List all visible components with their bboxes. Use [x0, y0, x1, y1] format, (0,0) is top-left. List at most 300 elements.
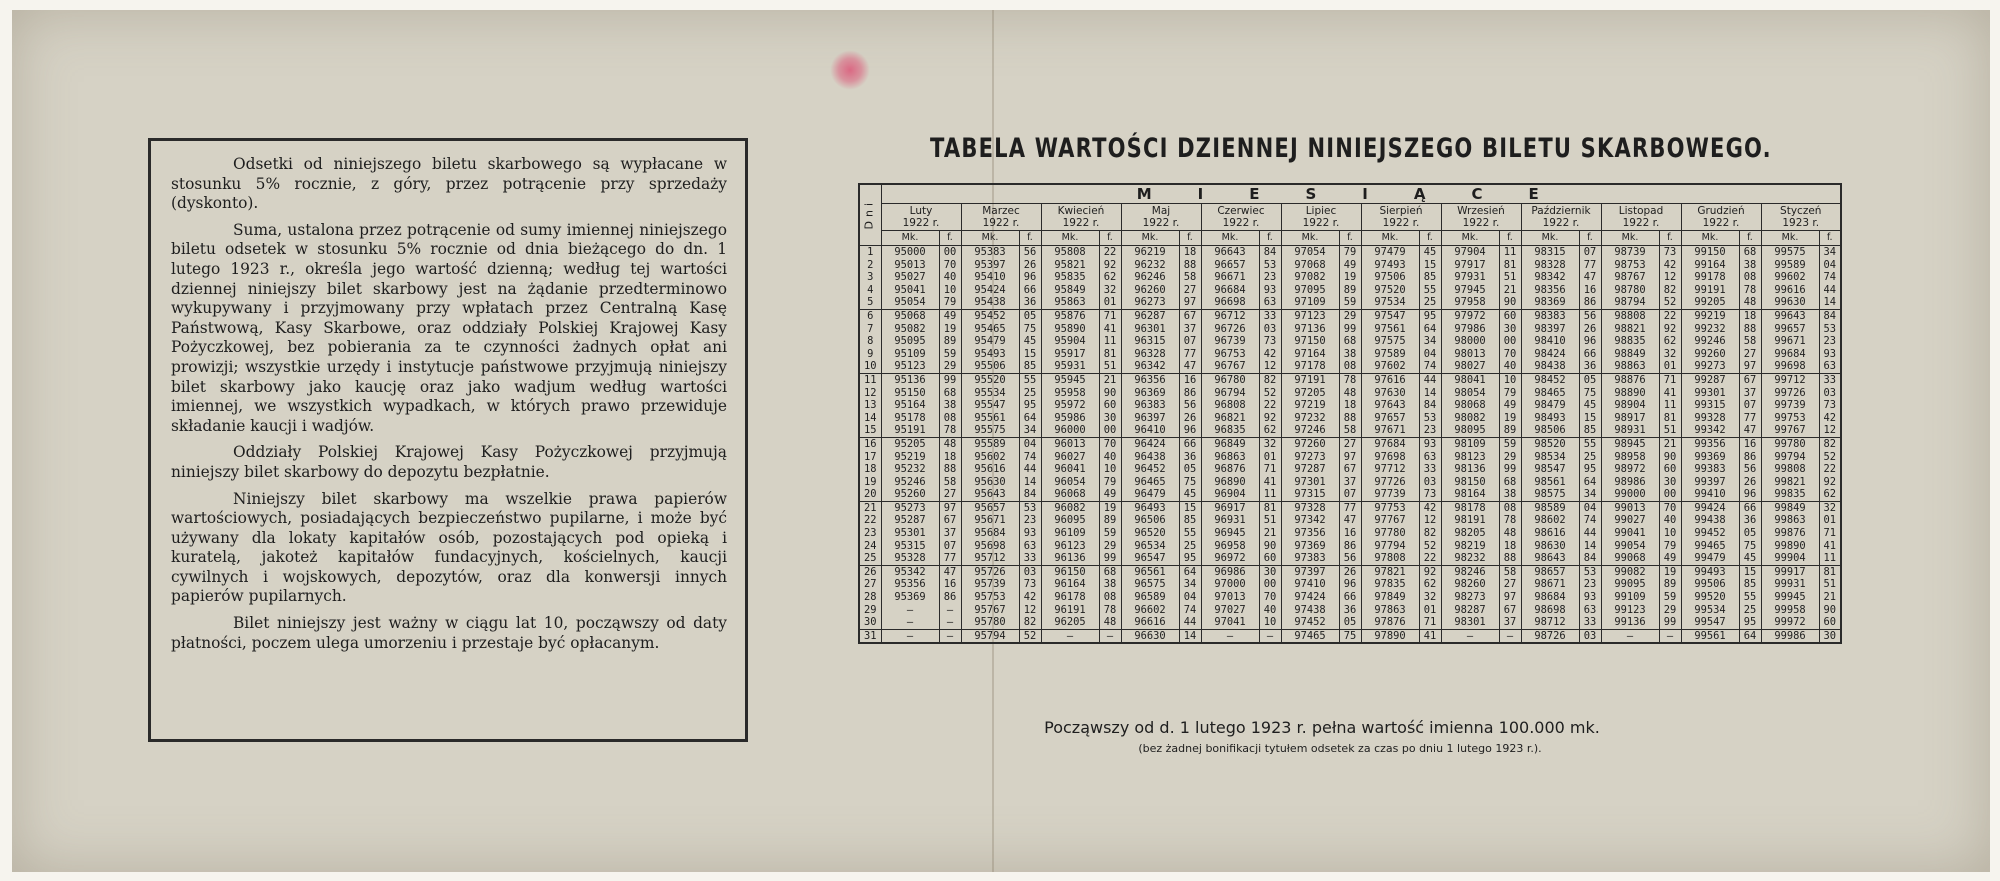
mk-cell: 97684 [1361, 437, 1419, 450]
mk-cell: 96219 [1121, 246, 1179, 259]
f-cell: 82 [1659, 284, 1681, 297]
unit-f-header: f. [939, 231, 961, 246]
mk-cell: 97082 [1281, 271, 1339, 284]
f-cell: 33 [1419, 463, 1441, 476]
mk-cell: 99452 [1681, 527, 1739, 540]
f-cell: 32 [1819, 501, 1841, 514]
f-cell: 33 [1019, 552, 1041, 565]
f-cell: 30 [1499, 323, 1521, 336]
mk-cell: 99589 [1761, 259, 1819, 272]
f-cell: 05 [1339, 616, 1361, 629]
table-row [859, 578, 1841, 591]
mk-cell: 95383 [961, 246, 1019, 259]
f-cell: 71 [1819, 527, 1841, 540]
f-cell: 70 [939, 259, 961, 272]
f-cell: 99 [1659, 616, 1681, 629]
unit-mk-header: Mk. [1361, 231, 1419, 246]
mk-cell: 96917 [1201, 501, 1259, 514]
f-cell: 32 [1259, 437, 1281, 450]
mk-cell: 97328 [1281, 501, 1339, 514]
mk-cell: 99356 [1681, 437, 1739, 450]
unit-mk-header: Mk. [1041, 231, 1099, 246]
table-title: TABELA WARTOŚCI DZIENNEJ NINIEJSZEGO BILETU SKARBOWEGO. [930, 133, 1772, 164]
mk-cell: 99260 [1681, 348, 1739, 361]
unit-f-header: f. [1339, 231, 1361, 246]
mk-cell: 95410 [961, 271, 1019, 284]
f-cell: 15 [1019, 348, 1041, 361]
f-cell: 23 [1019, 514, 1041, 527]
f-cell: 97 [939, 501, 961, 514]
mk-cell: 99082 [1601, 565, 1659, 578]
f-cell: 36 [1179, 451, 1201, 464]
f-cell: 60 [1499, 309, 1521, 322]
f-cell: 64 [1179, 565, 1201, 578]
mk-cell: 97246 [1281, 424, 1339, 437]
mk-cell: 99602 [1761, 271, 1819, 284]
mk-cell: 96082 [1041, 501, 1099, 514]
f-cell: — [1099, 629, 1121, 643]
mk-cell: 95273 [881, 501, 939, 514]
f-cell: 29 [1659, 604, 1681, 617]
unit-mk-header: Mk. [1601, 231, 1659, 246]
mk-cell: 99630 [1761, 296, 1819, 309]
mk-cell: 97068 [1281, 259, 1339, 272]
mk-cell: 95178 [881, 412, 939, 425]
mk-cell: 96821 [1201, 412, 1259, 425]
f-cell: 90 [1499, 296, 1521, 309]
mk-cell: 98958 [1601, 451, 1659, 464]
f-cell: — [939, 616, 961, 629]
f-cell: 19 [939, 323, 961, 336]
day-cell: 8 [859, 335, 881, 348]
mk-cell: 97095 [1281, 284, 1339, 297]
f-cell: 51 [1099, 360, 1121, 373]
table-row [859, 604, 1841, 617]
mk-cell: 98986 [1601, 476, 1659, 489]
mk-cell: 95219 [881, 451, 939, 464]
table-row [859, 323, 1841, 336]
f-cell: 12 [1259, 360, 1281, 373]
f-cell: 08 [1099, 591, 1121, 604]
mk-cell: 98589 [1521, 501, 1579, 514]
mk-cell: 96232 [1121, 259, 1179, 272]
mk-cell: 98397 [1521, 323, 1579, 336]
mk-cell: 95630 [961, 476, 1019, 489]
f-cell: 95 [1739, 616, 1761, 629]
mk-cell: 97780 [1361, 527, 1419, 540]
mk-cell: 96657 [1201, 259, 1259, 272]
unit-mk-header: Mk. [1121, 231, 1179, 246]
f-cell: 05 [1179, 463, 1201, 476]
f-cell: 67 [1739, 373, 1761, 386]
mk-cell: 99123 [1601, 604, 1659, 617]
f-cell: 49 [939, 309, 961, 322]
mk-cell: 95246 [881, 476, 939, 489]
f-cell: 22 [1099, 246, 1121, 259]
f-cell: 44 [1819, 284, 1841, 297]
full-value-note: Począwszy od d. 1 lutego 1923 r. pełna wartość imienna 100.000 mk. [1044, 718, 1600, 737]
bonification-note: (bez żadnej bonifikacji tytułem odsetek za czas po dniu 1 lutego 1923 r.). [1138, 742, 1542, 755]
f-cell: 03 [1579, 629, 1601, 643]
table-row [859, 565, 1841, 578]
mk-cell: 95068 [881, 309, 939, 322]
table-row [859, 348, 1841, 361]
f-cell: 86 [939, 591, 961, 604]
f-cell: 15 [1419, 259, 1441, 272]
f-cell: 97 [1179, 296, 1201, 309]
f-cell: 59 [1339, 296, 1361, 309]
f-cell: 36 [1739, 514, 1761, 527]
f-cell: 03 [1419, 476, 1441, 489]
mk-cell: 97849 [1361, 591, 1419, 604]
f-cell: 97 [1339, 451, 1361, 464]
f-cell: 86 [1579, 296, 1601, 309]
unit-f-header: f. [1419, 231, 1441, 246]
f-cell: 88 [1499, 552, 1521, 565]
mk-cell: 97602 [1361, 360, 1419, 373]
mk-cell: 99287 [1681, 373, 1739, 386]
mk-cell: 97726 [1361, 476, 1419, 489]
mk-cell: 98054 [1441, 387, 1499, 400]
f-cell: 55 [1419, 284, 1441, 297]
f-cell: 55 [1579, 437, 1601, 450]
mk-cell: 98027 [1441, 360, 1499, 373]
f-cell: 86 [1179, 387, 1201, 400]
f-cell: 89 [1099, 514, 1121, 527]
table-row [859, 373, 1841, 386]
mk-cell: — [881, 629, 939, 643]
f-cell: 27 [1339, 437, 1361, 450]
f-cell: 01 [1259, 451, 1281, 464]
f-cell: 26 [1339, 565, 1361, 578]
f-cell: 41 [1819, 540, 1841, 553]
month-header: Grudzień 1922 r. [1681, 204, 1761, 231]
mk-cell: 97753 [1361, 501, 1419, 514]
mk-cell: 99246 [1681, 335, 1739, 348]
f-cell: 59 [939, 348, 961, 361]
mk-cell: 98712 [1521, 616, 1579, 629]
mk-cell: 96589 [1121, 591, 1179, 604]
f-cell: 53 [1819, 323, 1841, 336]
mk-cell: 97972 [1441, 309, 1499, 322]
mk-cell: 97767 [1361, 514, 1419, 527]
mk-cell: 99383 [1681, 463, 1739, 476]
f-cell: 60 [1099, 399, 1121, 412]
f-cell: 66 [1179, 437, 1201, 450]
f-cell: 40 [1499, 360, 1521, 373]
f-cell: 11 [1659, 399, 1681, 412]
mk-cell: 98972 [1601, 463, 1659, 476]
f-cell: 78 [939, 424, 961, 437]
mk-cell: 96191 [1041, 604, 1099, 617]
mk-cell: 95520 [961, 373, 1019, 386]
mk-cell: 97945 [1441, 284, 1499, 297]
table-row [859, 335, 1841, 348]
f-cell: 93 [1019, 527, 1041, 540]
unit-f-header: f. [1019, 231, 1041, 246]
unit-f-header: f. [1739, 231, 1761, 246]
unit-mk-header: Mk. [961, 231, 1019, 246]
mk-cell: 96972 [1201, 552, 1259, 565]
mk-cell: 96205 [1041, 616, 1099, 629]
f-cell: 18 [1739, 309, 1761, 322]
f-cell: 07 [939, 540, 961, 553]
mk-cell: 97534 [1361, 296, 1419, 309]
mk-cell: — [1441, 629, 1499, 643]
f-cell: 26 [1739, 476, 1761, 489]
mk-cell: 95863 [1041, 296, 1099, 309]
mk-cell: 95589 [961, 437, 1019, 450]
unit-f-header: f. [1579, 231, 1601, 246]
f-cell: 89 [939, 335, 961, 348]
mk-cell: 97301 [1281, 476, 1339, 489]
mk-cell: 99013 [1601, 501, 1659, 514]
mk-cell: 96410 [1121, 424, 1179, 437]
mk-cell: 97232 [1281, 412, 1339, 425]
f-cell: 19 [1339, 271, 1361, 284]
f-cell: 36 [1339, 604, 1361, 617]
mk-cell: 96150 [1041, 565, 1099, 578]
f-cell: 62 [1259, 424, 1281, 437]
f-cell: 66 [1339, 591, 1361, 604]
mk-cell: 96849 [1201, 437, 1259, 450]
mk-cell: 99369 [1681, 451, 1739, 464]
day-cell: 16 [859, 437, 881, 450]
f-cell: 14 [1179, 629, 1201, 643]
f-cell: 71 [1419, 616, 1441, 629]
mk-cell: — [881, 616, 939, 629]
mk-cell: 99808 [1761, 463, 1819, 476]
f-cell: 33 [1819, 373, 1841, 386]
f-cell: 51 [1819, 578, 1841, 591]
mk-cell: 96684 [1201, 284, 1259, 297]
f-cell: 56 [1179, 399, 1201, 412]
mk-cell: 97410 [1281, 578, 1339, 591]
mk-cell: 95698 [961, 540, 1019, 553]
mk-cell: 97630 [1361, 387, 1419, 400]
f-cell: 60 [1659, 463, 1681, 476]
f-cell: 84 [1259, 246, 1281, 259]
mk-cell: 97863 [1361, 604, 1419, 617]
mk-cell: 97890 [1361, 629, 1419, 643]
mk-cell: 95424 [961, 284, 1019, 297]
day-cell: 18 [859, 463, 881, 476]
f-cell: 47 [939, 565, 961, 578]
f-cell: 82 [1819, 437, 1841, 450]
terms-paragraph: Suma, ustalona przez potrącenie od sumy imiennej niniejszego biletu odsetek w stosunku 5% rocznie od dnia bieżącego do dn. 1 lutego 1923 r., określa jego wartość dzienną; według tej wartości dziennej niniejszy bilet skarbowy jest na żądanie przedterminowo wykupywany i przyjmowany przy wpłatach przez Centralną Kasę Państwową, Kasy Skarbowe, oraz oddziały Polskiej Krajowej Kasy Pożyczkowej, bez pobierania za te czynności żadnych opłat ani prowizji; wszystkie urzędy i instytucje państwowe przyjmują niniejszy bilet skarbowy jako kaucję oraz jako wadjum według wartości imiennej, we wszystkich wypadkach, w których prawo przewiduje składanie kaucji i wadjów. [171, 220, 727, 435]
day-cell: 1 [859, 246, 881, 259]
mk-cell: 95835 [1041, 271, 1099, 284]
mk-cell: 96794 [1201, 387, 1259, 400]
f-cell: 18 [1339, 399, 1361, 412]
mk-cell: 98602 [1521, 514, 1579, 527]
f-cell: 45 [1739, 552, 1761, 565]
f-cell: 14 [1019, 476, 1041, 489]
mk-cell: 97616 [1361, 373, 1419, 386]
month-header: Czerwiec 1922 r. [1201, 204, 1281, 231]
f-cell: 30 [1659, 476, 1681, 489]
mk-cell: 96931 [1201, 514, 1259, 527]
mk-cell: 99849 [1761, 501, 1819, 514]
f-cell: 84 [1819, 309, 1841, 322]
mk-cell: 95602 [961, 451, 1019, 464]
mk-cell: 99219 [1681, 309, 1739, 322]
f-cell: 26 [1019, 259, 1041, 272]
f-cell: 74 [1019, 451, 1041, 464]
f-cell: 12 [1419, 514, 1441, 527]
mk-cell: 98849 [1601, 348, 1659, 361]
mk-cell: 97109 [1281, 296, 1339, 309]
mk-cell: 96095 [1041, 514, 1099, 527]
f-cell: 45 [1019, 335, 1041, 348]
f-cell: 21 [1819, 591, 1841, 604]
mk-cell: 99726 [1761, 387, 1819, 400]
f-cell: 21 [1659, 437, 1681, 450]
mk-cell: 95986 [1041, 412, 1099, 425]
day-cell: 12 [859, 387, 881, 400]
f-cell: 63 [1019, 540, 1041, 553]
f-cell: 89 [1499, 424, 1521, 437]
f-cell: 47 [1179, 360, 1201, 373]
f-cell: 42 [1819, 412, 1841, 425]
mk-cell: 95232 [881, 463, 939, 476]
f-cell: 96 [1019, 271, 1041, 284]
f-cell: 67 [1499, 604, 1521, 617]
f-cell: 16 [1579, 284, 1601, 297]
mk-cell: 99150 [1681, 246, 1739, 259]
f-cell: 45 [1419, 246, 1441, 259]
f-cell: 03 [1819, 387, 1841, 400]
mk-cell: 95452 [961, 309, 1019, 322]
mk-cell: 97164 [1281, 348, 1339, 361]
unit-f-header: f. [1659, 231, 1681, 246]
mk-cell: 96945 [1201, 527, 1259, 540]
mk-cell: 99465 [1681, 540, 1739, 553]
mk-cell: 98493 [1521, 412, 1579, 425]
f-cell: 70 [1099, 437, 1121, 450]
f-cell: 48 [939, 437, 961, 450]
mk-cell: 99301 [1681, 387, 1739, 400]
mk-cell: 97575 [1361, 335, 1419, 348]
f-cell: 30 [1099, 412, 1121, 425]
f-cell: 00 [1499, 335, 1521, 348]
mk-cell: 98150 [1441, 476, 1499, 489]
f-cell: 71 [1659, 373, 1681, 386]
mk-cell: 95164 [881, 399, 939, 412]
mk-cell: 97054 [1281, 246, 1339, 259]
f-cell: 45 [1179, 488, 1201, 501]
unit-mk-header: Mk. [1521, 231, 1579, 246]
f-cell: 96 [1179, 424, 1201, 437]
f-cell: 92 [1419, 565, 1441, 578]
day-cell: 4 [859, 284, 881, 297]
day-cell: 13 [859, 399, 881, 412]
f-cell: 04 [1819, 259, 1841, 272]
day-cell: 26 [859, 565, 881, 578]
f-cell: 92 [1659, 323, 1681, 336]
mk-cell: 95356 [881, 578, 939, 591]
mk-cell: 95397 [961, 259, 1019, 272]
mk-cell: 96465 [1121, 476, 1179, 489]
f-cell: 58 [1179, 271, 1201, 284]
mk-cell: 96027 [1041, 451, 1099, 464]
mk-cell: 95739 [961, 578, 1019, 591]
mk-cell: 95260 [881, 488, 939, 501]
unit-mk-header: Mk. [1761, 231, 1819, 246]
f-cell: 63 [1579, 604, 1601, 617]
f-cell: — [939, 604, 961, 617]
mk-cell: 97136 [1281, 323, 1339, 336]
mk-cell: 98821 [1601, 323, 1659, 336]
f-cell: 05 [1739, 527, 1761, 540]
f-cell: 70 [1259, 591, 1281, 604]
f-cell: 37 [1739, 387, 1761, 400]
mk-cell: 99136 [1601, 616, 1659, 629]
f-cell: 68 [1339, 335, 1361, 348]
f-cell: 37 [1339, 476, 1361, 489]
f-cell: 40 [1259, 604, 1281, 617]
mk-cell: 98630 [1521, 540, 1579, 553]
mk-cell: 95082 [881, 323, 939, 336]
f-cell: 41 [1419, 629, 1441, 643]
f-cell: 53 [1579, 565, 1601, 578]
mk-cell: 95945 [1041, 373, 1099, 386]
f-cell: 08 [1339, 360, 1361, 373]
day-cell: 21 [859, 501, 881, 514]
mk-cell: 98506 [1521, 424, 1579, 437]
mk-cell: 98863 [1601, 360, 1659, 373]
f-cell: 26 [1579, 323, 1601, 336]
mk-cell: 99109 [1601, 591, 1659, 604]
mk-cell: 95123 [881, 360, 939, 373]
mk-cell: 95753 [961, 591, 1019, 604]
f-cell: 45 [1579, 399, 1601, 412]
f-cell: 18 [939, 451, 961, 464]
mk-cell: 98123 [1441, 451, 1499, 464]
mk-cell: 98260 [1441, 578, 1499, 591]
f-cell: 41 [1099, 323, 1121, 336]
month-header: Kwiecień 1922 r. [1041, 204, 1121, 231]
f-cell: 10 [1259, 616, 1281, 629]
day-cell: 3 [859, 271, 881, 284]
mk-cell: 99917 [1761, 565, 1819, 578]
mk-cell: 96260 [1121, 284, 1179, 297]
mk-cell: 97369 [1281, 540, 1339, 553]
mk-cell: 95506 [961, 360, 1019, 373]
mk-cell: 99739 [1761, 399, 1819, 412]
f-cell: 10 [939, 284, 961, 297]
table-row [859, 527, 1841, 540]
mk-cell: 95287 [881, 514, 939, 527]
f-cell: 85 [1579, 424, 1601, 437]
mk-cell: 97876 [1361, 616, 1419, 629]
mk-cell: 98369 [1521, 296, 1579, 309]
f-cell: 04 [1019, 437, 1041, 450]
mk-cell: 99178 [1681, 271, 1739, 284]
mk-cell: 97986 [1441, 323, 1499, 336]
mk-cell: 96808 [1201, 399, 1259, 412]
mk-cell: 96178 [1041, 591, 1099, 604]
f-cell: 03 [1019, 565, 1041, 578]
mk-cell: 97821 [1361, 565, 1419, 578]
month-header: Maj 1922 r. [1121, 204, 1201, 231]
f-cell: 25 [1179, 540, 1201, 553]
f-cell: 41 [1659, 387, 1681, 400]
terms-text-panel [148, 138, 748, 742]
mk-cell: 96671 [1201, 271, 1259, 284]
f-cell: 49 [1339, 259, 1361, 272]
mk-cell: 97178 [1281, 360, 1339, 373]
